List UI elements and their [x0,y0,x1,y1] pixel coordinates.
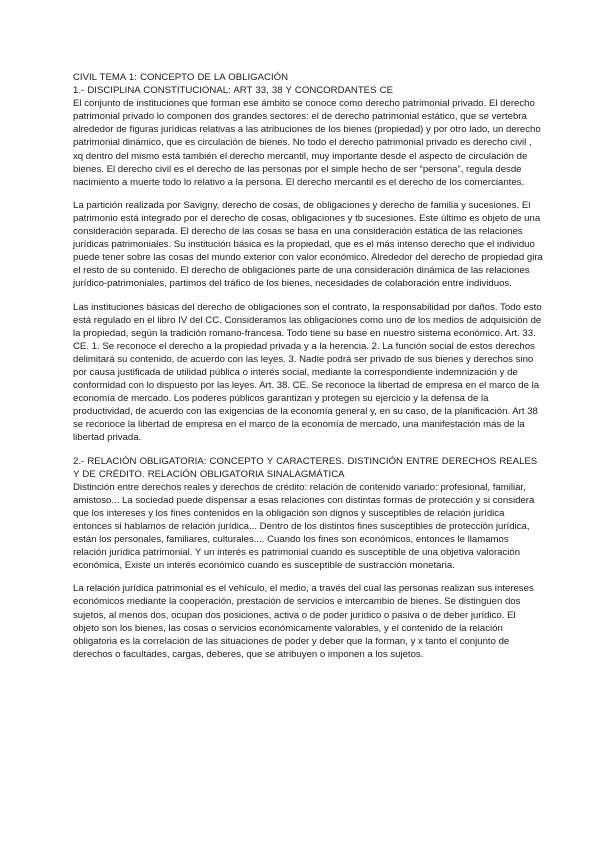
document-title: CIVIL TEMA 1: CONCEPTO DE LA OBLIGACIÓN [73,72,289,83]
section-1-paragraph-1: El conjunto de instituciones que forman ese ámbito se conoce como derecho patrimonial privado. El derecho patrimonial privado lo componen dos grandes sectores: el de derecho patrimonial estático, que se vertebra alrededor de figuras jurídicas relativas a las atribuciones de los bienes (propiedad) y por otro lado, un derecho patrimonial dinámico, que es circulación de bienes. No todo el derecho patrimonial privado es derecho civil , xq dentro del mismo está también el derecho mercantil, muy importante desde el aspecto de circulación de bienes. El derecho civil es el derecho de las personas por el simple hecho de ser “persona”, regula desde nacimiento a muerte todo lo relativo a la persona. El derecho mercantil es el derecho de los comerciantes. [73,98,541,188]
section-2-heading: 2.- RELACIÓN OBLIGATORIA: CONCEPTO Y CARACTERES. DISTINCIÓN ENTRE DERECHOS REALES Y DE CRÉDITO. RELACIÓN OBLIGATORIA SINALAGMÁTICA [73,455,538,480]
section-2-paragraph-2: La relación jurídica patrimonial es el vehículo, el medio, a través del cual las personas realizan sus intereses económicos mediante la cooperación, prestación de servicios e intercambio de bienes. Se distinguen dos sujetos, al menos dos, ocupan dos posiciones, activa o de poder jurídico o pasiva o de deber jurídico. El objeto son los bienes, las cosas o servicios económicamente valorables, y el contenido de la relación obligatoria es la correlación de las situaciones de poder y deber que la forman, y x tanto el conjunto de derechos o facultades, cargas, deberes, que se atribuyen o imponen a los sujetos. [73,583,534,660]
document-page [73,71,543,671]
section-1-paragraph-3: Las instituciones básicas del derecho de obligaciones son el contrato, la responsabilidad por daños. Todo esto está regulado en el libro IV del CC. Consideramos las obligaciones como uno de los medios de adquisición de la propiedad, según la tradición romano-francesa. Todo tiene su base en nuestro sistema económico. Art. 33. CE. 1. Se reconoce el derecho a la propiedad privada y a la herencia. 2. La función social de estos derechos delimitará su contenido, de acuerdo con las leyes. 3. Nadie podrá ser privado de sus bienes y derechos sino por causa justificada de utilidad pública o interés social, mediante la correspondiente indemnización y de conformidad con lo dispuesto por las leyes. Art. 38. CE. Se reconoce la libertad de empresa en el marco de la economía de mercado. Los poderes públicos garantizan y protegen su ejercicio y la defensa de la productividad, de acuerdo con las exigencias de la economía general y, en su caso, de la planificación. Art 38 se reconoce la libertad de empresa en el marco de la economía de mercado, una manifestación más de la libertad privada. [73,301,542,444]
section-1-paragraph-2: La partición realizada por Savigny, derecho de cosas, de obligaciones y derecho de familia y sucesiones. El patrimonio está integrado por el derecho de cosas, obligaciones y tb sucesiones. Este último es objeto de una consideración separada. El derecho de las cosas se basa en una consideración estática de las relaciones jurídicas patrimoniales. Su institución básica es la propiedad, que es el más intenso derecho que el individuo puede tener sobre las cosas del mundo exterior con valor económico. Alrededor del derecho de propiedad gira el resto de su contenido. El derecho de obligaciones parte de una consideración dinámica de las relaciones jurídico-patrimoniales, partimos del tráfico de los bienes, necesidades de colaboración entre individuos. [73,199,543,290]
section-1-heading: 1.- DISCIPLINA CONSTITUCIONAL: ART 33, 38 Y CONCORDANTES CE [73,85,393,97]
section-2-paragraph-1: Distinción entre derechos reales y derechos de crédito: relación de contenido variado: profesional, familiar, amistoso... La sociedad puede dispensar a esas relaciones con distintas formas de protección y si considera que los intereses y los fines contenidos en la obligación son dignos y susceptibles de relación jurídica entonces si hablamos de relación jurídica... Dentro de los distintos fines susceptibles de protección jurídica, están los personales, familiares, culturales.... Cuando los fines son económicos, entonces le llamamos relación jurídica patrimonial. Y un interés es patrimonial cuando es susceptible de una objetiva valoración económica, Existe un interés económico cuando es susceptible de sustracción monetaria. [73,481,535,572]
